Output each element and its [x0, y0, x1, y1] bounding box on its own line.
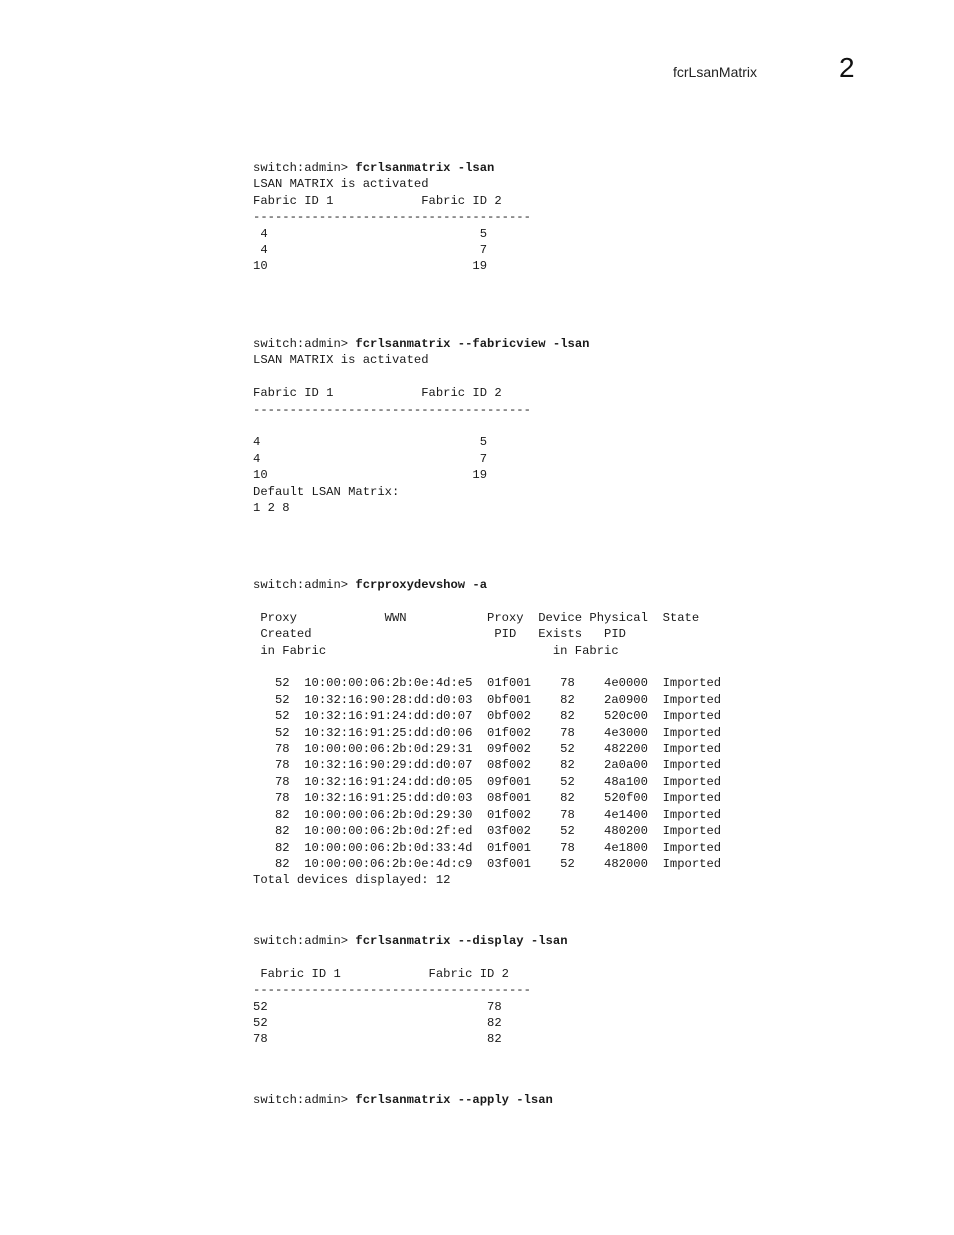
- code-example-lsan: [253, 160, 531, 275]
- command: fcrlsanmatrix --fabricview -lsan: [355, 337, 590, 351]
- chapter-number: 2: [839, 52, 855, 83]
- command-output: Fabric ID 1 Fabric ID 2 -------------------------------------- 52 78 52 82 78 82: [253, 966, 531, 1047]
- code-example-display: [253, 933, 568, 1048]
- prompt: switch:admin>: [253, 1093, 356, 1107]
- command: fcrlsanmatrix --apply -lsan: [355, 1093, 553, 1107]
- code-example-proxydevshow: [253, 577, 721, 889]
- command: fcrlsanmatrix --display -lsan: [355, 934, 568, 948]
- code-example-fabricview: [253, 336, 589, 516]
- command: fcrproxydevshow -a: [355, 578, 488, 592]
- running-header-title: fcrLsanMatrix: [673, 64, 758, 80]
- prompt: switch:admin>: [253, 337, 356, 351]
- prompt: switch:admin>: [253, 161, 356, 175]
- command-output: LSAN MATRIX is activated Fabric ID 1 Fabric ID 2 -------------------------------------- 4 5 4 7 10 19 Default LSAN Matrix: 1 2 8: [253, 353, 531, 516]
- command-output: Proxy WWN Proxy Device Physical State Created PID Exists PID in Fabric in Fabric 52 10:00:00:06:2b:0e:4d:e5 01f001 78 4e0000 Imported 52 10:32:16:90:28:dd:d0:03 0bf001 82 2a0900 Imported 52 10:32:16:91:24:dd:d0:07 0bf002 82 520c00 Imported 52 10:32:16:91:25:dd:d0:06 01f002 78 4e3000 Imported 78 10:00:00:06:2b:0d:29:31 09f002 52 482200 Imported 78 10:32:16:90:29:dd:d0:07 08f002 82 2a0a00 Imported 78 10:32:16:91:24:dd:d0:05 09f001 52 48a100 Imported 78 10:32:16:91:25:dd:d0:03 08f001 82 520f00 Imported 82 10:00:00:06:2b:0d:29:30 01f002 78 4e1400 Imported 82 10:00:00:06:2b:0d:2f:ed 03f002 52 480200 Imported 82 10:00:00:06:2b:0d:33:4d 01f001 78 4e1800 Imported 82 10:00:00:06:2b:0e:4d:c9 03f001 52 482000 Imported Total devices displayed: 12: [253, 610, 722, 888]
- command-output: LSAN MATRIX is activated Fabric ID 1 Fabric ID 2 -------------------------------------- 4 5 4 7 10 19: [253, 177, 531, 274]
- code-example-apply: [253, 1092, 553, 1108]
- prompt: switch:admin>: [253, 578, 356, 592]
- command: fcrlsanmatrix -lsan: [355, 161, 495, 175]
- prompt: switch:admin>: [253, 934, 356, 948]
